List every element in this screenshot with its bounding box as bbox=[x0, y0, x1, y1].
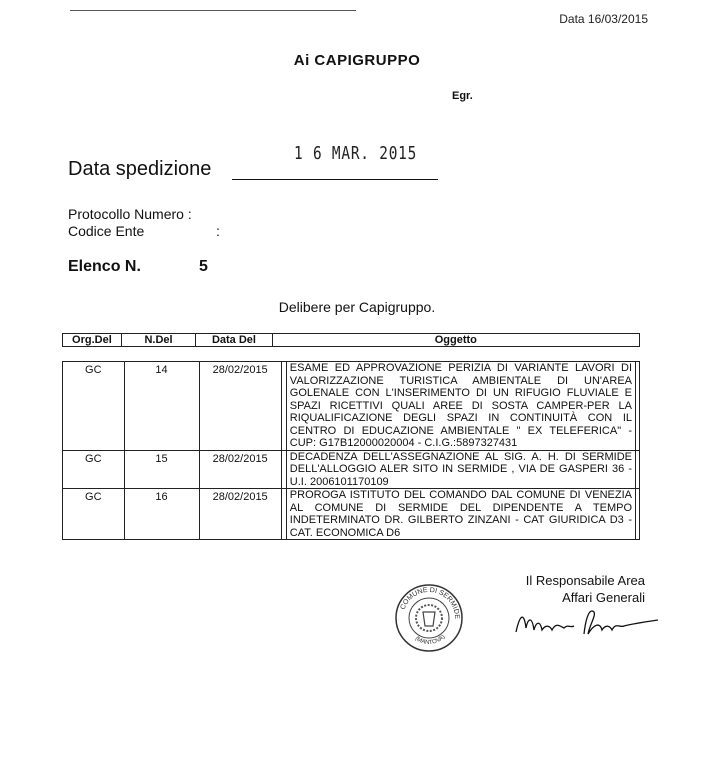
subject-text: ESAME ED APPROVAZIONE PERIZIA DI VARIANTE LAVORI DI VALORIZZAZIONE TURISTICA AMBIENTALE DI UN'AREA GOLENALE CON L'INSERIMENTO DI UN RIFUGIO FLUVIALE E SPAZI RICETTIVI QUALI AREE DI SOSTA CAMPER-PER LA RIQUALIFICAZIONE DEGLI SPAZI IN CONTINUITÀ CON IL CENTRO DI EDUCAZIONE AMBIENTALE " EX TELEFERICA" - CUP: G17B12000020004 - C.I.G.:5897327431 bbox=[286, 362, 636, 450]
cell-org: GC bbox=[63, 450, 125, 489]
table-row bbox=[63, 362, 640, 451]
seal-bottom-text: (MANTOVA) bbox=[413, 634, 447, 647]
column-header-org: Org.Del bbox=[63, 334, 122, 347]
protocol-number-label: Protocollo Numero : bbox=[68, 206, 192, 222]
table-title: Delibere per Capigruppo. bbox=[278, 299, 436, 315]
top-rule bbox=[70, 10, 356, 11]
shipping-date-label: Data spedizione bbox=[68, 158, 212, 180]
salutation: Egr. bbox=[452, 90, 473, 102]
list-label: Elenco N. bbox=[68, 258, 141, 275]
table-header bbox=[62, 333, 640, 347]
subject-text: PROROGA ISTITUTO DEL COMANDO DAL COMUNE DI VENEZIA AL COMUNE DI SERMIDE DEL DIPENDENTE A TEMPO INDETERMINATO DR. GILBERTO ZINZANI - CAT GIURIDICA D3 - CAT. ECONOMICA D6 bbox=[286, 489, 636, 539]
column-header-num: N.Del bbox=[121, 334, 195, 347]
cell-date: 28/02/2015 bbox=[199, 450, 281, 489]
handwritten-signature-icon bbox=[512, 604, 662, 644]
cell-num: 16 bbox=[124, 489, 199, 540]
resolutions-table bbox=[62, 361, 640, 540]
shipping-date-line bbox=[232, 179, 438, 180]
cell-subject bbox=[281, 489, 639, 540]
signatory-title: Il Responsabile Area bbox=[525, 573, 645, 588]
table-row bbox=[63, 489, 640, 540]
cell-num: 14 bbox=[124, 362, 199, 451]
cell-subject bbox=[281, 450, 639, 489]
cell-org: GC bbox=[63, 489, 125, 540]
entity-code-label: Codice Ente bbox=[68, 223, 145, 239]
date-stamp: 1 6 MAR. 2015 bbox=[294, 143, 418, 164]
seal-top-text: COMUNE DI SERMIDE bbox=[399, 586, 461, 620]
svg-text:(MANTOVA) bbox=[414, 634, 447, 646]
column-header-date: Data Del bbox=[196, 334, 272, 347]
column-header-subject: Oggetto bbox=[272, 334, 639, 347]
subject-text: DECADENZA DELL'ASSEGNAZIONE AL SIG. A. H. DI SERMIDE DELL'ALLOGGIO ALER SITO IN SERMIDE , VIA DE GASPERI 36 - U.I. 2006101170109 bbox=[286, 451, 636, 489]
cell-date: 28/02/2015 bbox=[199, 362, 281, 451]
table-row bbox=[63, 450, 640, 489]
municipal-seal-icon bbox=[393, 582, 465, 654]
signatory-department: Affari Generali bbox=[562, 590, 645, 605]
list-number: 5 bbox=[199, 258, 208, 275]
cell-org: GC bbox=[63, 362, 125, 451]
entity-code-colon: : bbox=[216, 223, 220, 239]
document-date: Data 16/03/2015 bbox=[559, 12, 648, 26]
cell-subject bbox=[281, 362, 639, 451]
cell-num: 15 bbox=[124, 450, 199, 489]
cell-date: 28/02/2015 bbox=[199, 489, 281, 540]
recipient-heading: Ai CAPIGRUPPO bbox=[293, 52, 421, 69]
